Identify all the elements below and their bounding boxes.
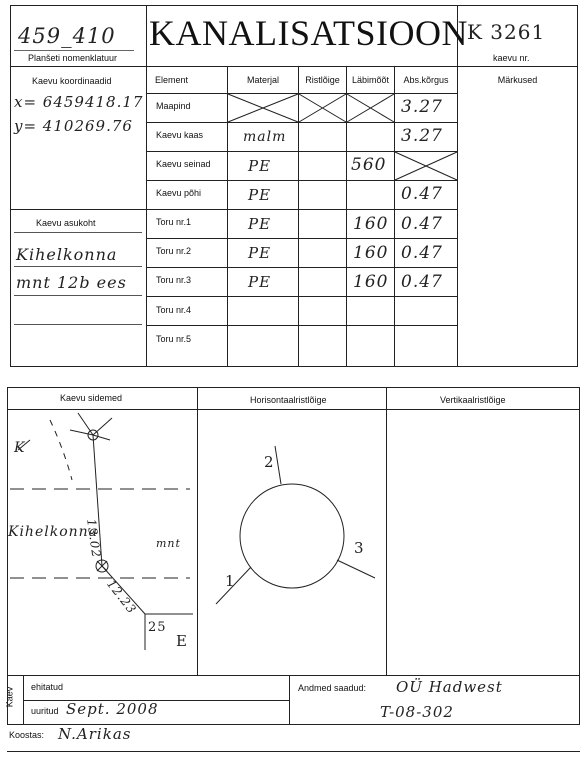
location-line1: Kihelkonna [16,245,118,264]
cell-labimoot-toru2: 160 [353,243,389,263]
uuritud-label: uuritud [31,706,59,716]
th-markused: Märkused [497,74,538,85]
cell-materjal-pohi: PE [248,186,272,204]
location-line2: mnt 12b ees [16,273,127,292]
sketch-dist2: 12.23 [103,577,140,617]
cell-materjal-kaas: malm [243,129,287,145]
koostas-label: Koostas: [9,730,45,740]
ehitatud-label: ehitatud [31,682,64,692]
th-element: Element [155,74,189,85]
row-label: Toru nr.1 [156,217,192,227]
row-label: Kaevu seinad [156,159,211,169]
coord-x: x= 6459418.17 [14,93,144,111]
cell-labimoot-toru3: 160 [353,272,389,292]
row-label: Toru nr.2 [156,246,192,256]
sketch-street-suffix: mnt [156,537,181,550]
page-title: KANALISATSIOON [149,13,468,53]
footer-top [7,675,580,676]
koostas-underline [7,751,580,752]
footer-divider [289,675,290,725]
coord-y: y= 410269.76 [14,117,133,135]
th-materjal: Materjal [246,74,279,85]
andmed-value-2: T-08-302 [380,703,454,721]
cell-abs-maapind: 3.27 [401,97,443,117]
row-label: Toru nr.5 [156,334,192,344]
footer-right [579,675,580,725]
sketch-k-label: K [14,440,26,456]
links-label: Kaevu sidemed [60,393,123,403]
andmed-value-1: OÜ Hadwest [396,678,503,696]
row-label: Toru nr.4 [156,305,192,315]
pipe-label-1: 1 [225,572,236,590]
nomenclature-value: 459_410 [18,24,116,48]
cell-materjal-seinad: PE [248,157,272,175]
horizontal-label: Horisontaalristlõige [250,395,327,405]
row-label: Toru nr.3 [156,275,192,285]
well-number-value: K 3261 [467,20,546,44]
pipe-label-3: 3 [354,539,365,557]
cell-abs-toru2: 0.47 [401,243,443,263]
sketch-street-label: Kihelkonna [8,524,99,540]
pipe-label-2: 2 [264,453,275,471]
location-label: Kaevu asukoht [36,218,96,228]
uuritud-value: Sept. 2008 [66,700,159,718]
nomenclature-label: Planšeti nomenklatuur [28,53,118,63]
kaev-label: Kaev [4,686,15,708]
cell-materjal-toru1: PE [248,215,272,233]
andmed-label: Andmed saadud: [298,683,367,693]
sketch-e-label: E [176,632,188,650]
row-label: Maapind [156,101,191,111]
cell-labimoot-toru1: 160 [353,214,389,234]
well-number-label: kaevu nr. [493,53,530,63]
coords-label: Kaevu koordinaadid [32,76,112,86]
sketch-dist3: 25 [148,620,167,635]
cell-materjal-toru2: PE [248,244,272,262]
cell-abs-toru1: 0.47 [401,214,443,234]
koostas-value: N.Arikas [58,725,132,743]
sketch-dist1: 13.02 [84,518,104,559]
cell-abs-kaas: 3.27 [401,126,443,146]
cell-abs-pohi: 0.47 [401,184,443,204]
cell-labimoot-seinad: 560 [351,155,387,175]
cell-abs-toru3: 0.47 [401,272,443,292]
row-label: Kaevu kaas [156,130,204,140]
th-ristloige: Ristlõige [305,74,340,85]
th-labimoot: Läbimõõt [351,74,390,85]
vertical-label: Vertikaalristlõige [440,395,506,405]
th-abs-korgus: Abs.kõrgus [403,74,449,85]
cell-materjal-toru3: PE [248,273,272,291]
row-label: Kaevu põhi [156,188,202,198]
